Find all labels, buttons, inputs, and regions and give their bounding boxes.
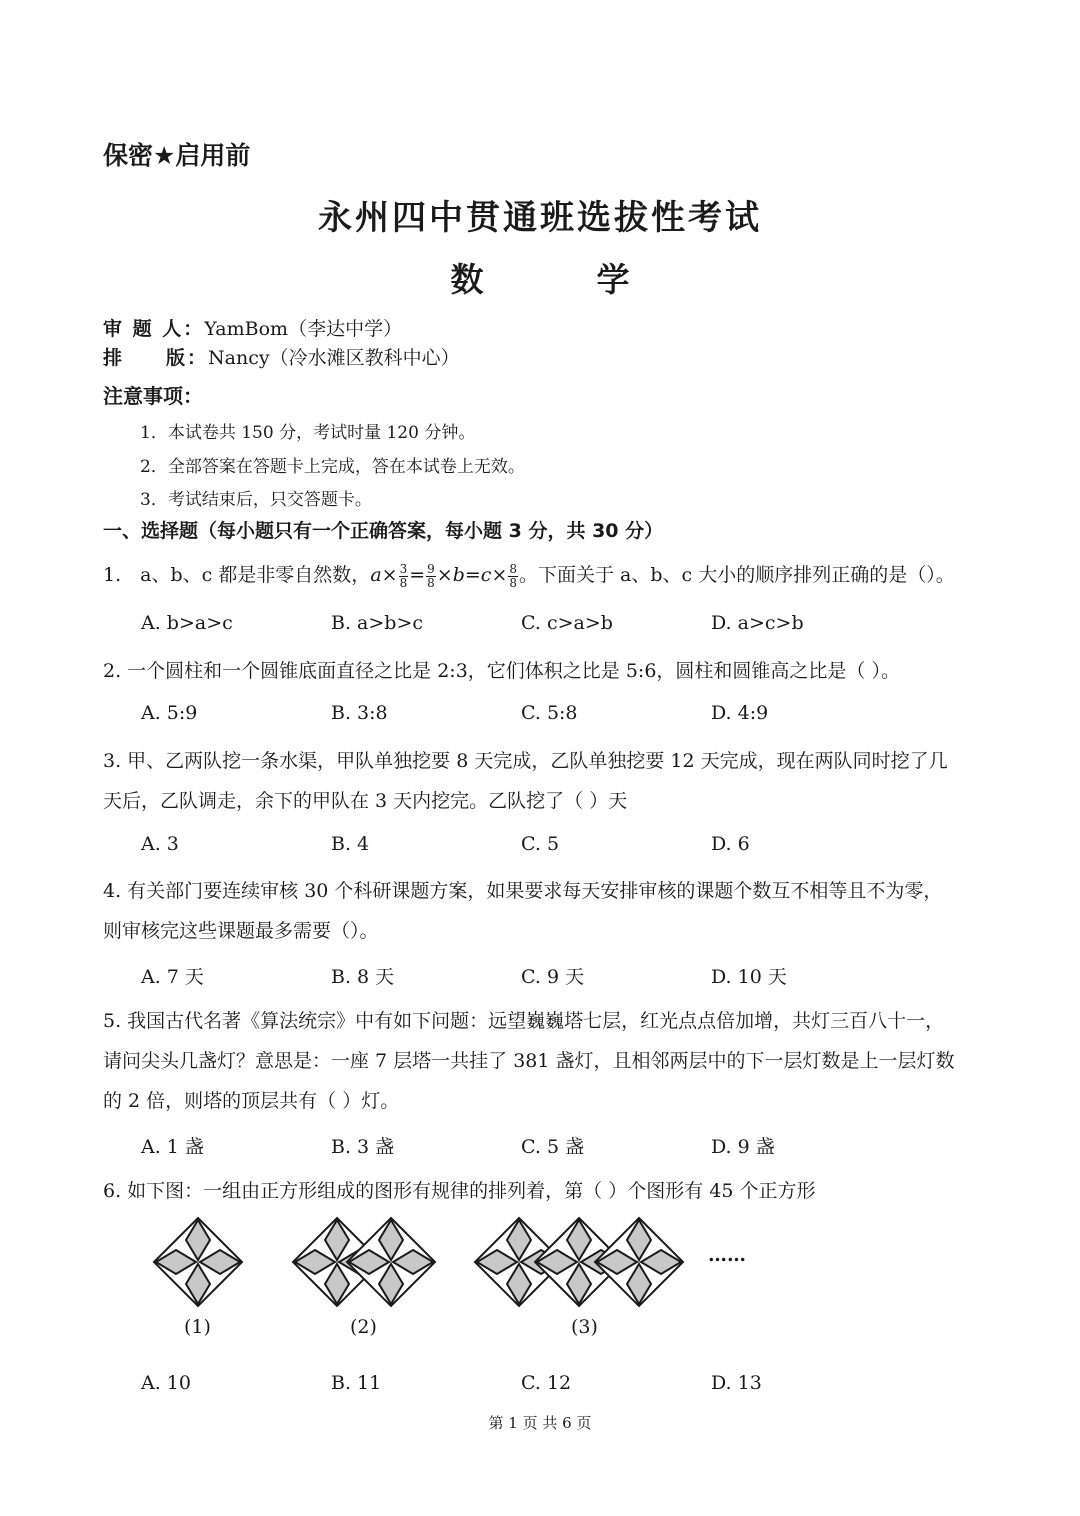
subject-title: 数 学 (450, 260, 670, 299)
option-b: B. 4 (331, 833, 370, 855)
option-b: B. 11 (331, 1372, 382, 1394)
question-4-line-1: 4. 有关部门要连续审核 30 个科研课题方案，如果要求每天安排审核的课题个数互不相等且不为零， (103, 880, 943, 902)
note-item: 1．本试卷共 150 分，考试时量 120 分钟。 (140, 423, 476, 443)
exam-title: 永州四中贯通班选拔性考试 (318, 198, 762, 238)
option-d: D. 4:9 (711, 702, 769, 724)
option-c: C. 5:8 (521, 702, 578, 724)
question-1-tail: 。下面关于 a、b、c 大小的顺序排列正确的是（）。 (519, 564, 955, 586)
option-c: C. c>a>b (521, 612, 613, 634)
question-2: 2. 一个圆柱和一个圆锥底面直径之比是 2:3，它们体积之比是 5:6，圆柱和圆锥高之比是（ ）。 (103, 660, 900, 682)
fraction: $\frac{8}{8}$ (509, 561, 517, 590)
question-5-line-3: 的 2 倍，则塔的顶层共有（ ）灯。 (103, 1090, 400, 1112)
question-3-line-1: 3. 甲、乙两队挖一条水渠，甲队单独挖要 8 天完成，乙队单独挖要 12 天完成，现在两队同时挖了几 (103, 750, 948, 772)
option-a: A. b>a>c (141, 612, 233, 634)
option-c: C. 12 (521, 1372, 572, 1394)
fraction: $\frac{9}{8}$ (427, 561, 435, 590)
confidential-label: 保密★启用前 (103, 141, 251, 170)
option-d: D. 9 盏 (711, 1136, 775, 1158)
reviewer-label: 审 题 人： (103, 318, 205, 340)
question-5-line-1: 5. 我国古代名著《算法统宗》中有如下问题：远望巍巍塔七层，红光点点倍加增，共灯三百八十一， (103, 1010, 945, 1032)
fraction: $\frac{3}{8}$ (399, 561, 408, 590)
figure-label-2: (2) (350, 1316, 377, 1338)
question-1-lead: 1. a、b、c 都是非零自然数， (103, 564, 371, 586)
question-1: 1. a、b、c 都是非零自然数，a× $\frac{3}{8}$ = $\frac{9}{8}$ ×b=c× $\frac{8}{8}$ 。下面关于 a、b、c 大小的顺序排列正确的是（）。 (103, 561, 955, 590)
page-footer: 第 1 页 共 6 页 (488, 1414, 592, 1432)
option-d: D. 6 (711, 833, 750, 855)
option-a: A. 5:9 (141, 702, 198, 724)
option-c: C. 5 盏 (521, 1136, 585, 1158)
section-heading: 一、选择题（每小题只有一个正确答案，每小题 3 分，共 30 分） (103, 520, 664, 542)
question-6: 6. 如下图：一组由正方形组成的图形有规律的排列着，第（ ）个图形有 45 个正方形 (103, 1180, 816, 1202)
option-a: A. 1 盏 (141, 1136, 204, 1158)
reviewer-value: YamBom（李达中学） (204, 318, 403, 340)
option-d: D. 10 天 (711, 966, 787, 988)
option-b: B. 3 盏 (331, 1136, 395, 1158)
option-a: A. 7 天 (141, 966, 204, 988)
figure-label-3: (3) (571, 1316, 598, 1338)
typeset-value: Nancy（冷水滩区教科中心） (208, 347, 460, 369)
notes-heading: 注意事项： (103, 384, 203, 408)
option-b: B. a>b>c (331, 612, 424, 634)
var-c: c (480, 564, 492, 586)
question-5-line-2: 请问尖头几盏灯？意思是：一座 7 层塔一共挂了 381 盏灯，且相邻两层中的下一层灯数是上一层灯数 (103, 1050, 955, 1072)
option-c: C. 9 天 (521, 966, 585, 988)
option-b: B. 8 天 (331, 966, 395, 988)
option-b: B. 3:8 (331, 702, 388, 724)
option-d: D. 13 (711, 1372, 762, 1394)
option-d: D. a>c>b (711, 612, 804, 634)
typeset-label: 排 版： (103, 347, 209, 369)
note-item: 2．全部答案在答题卡上完成，答在本试卷上无效。 (140, 457, 525, 477)
question-3-line-2: 天后，乙队调走，余下的甲队在 3 天内挖完。乙队挖了（ ）天 (103, 790, 628, 812)
var-b: b (452, 564, 465, 586)
option-c: C. 5 (521, 833, 560, 855)
option-a: A. 10 (141, 1372, 191, 1394)
var-a: a (370, 564, 382, 586)
option-a: A. 3 (141, 833, 179, 855)
note-item: 3．考试结束后，只交答题卡。 (140, 490, 372, 510)
question-4-line-2: 则审核完这些课题最多需要（）。 (103, 920, 379, 942)
figure-label-1: (1) (184, 1316, 211, 1338)
ellipsis: …… (708, 1244, 746, 1266)
